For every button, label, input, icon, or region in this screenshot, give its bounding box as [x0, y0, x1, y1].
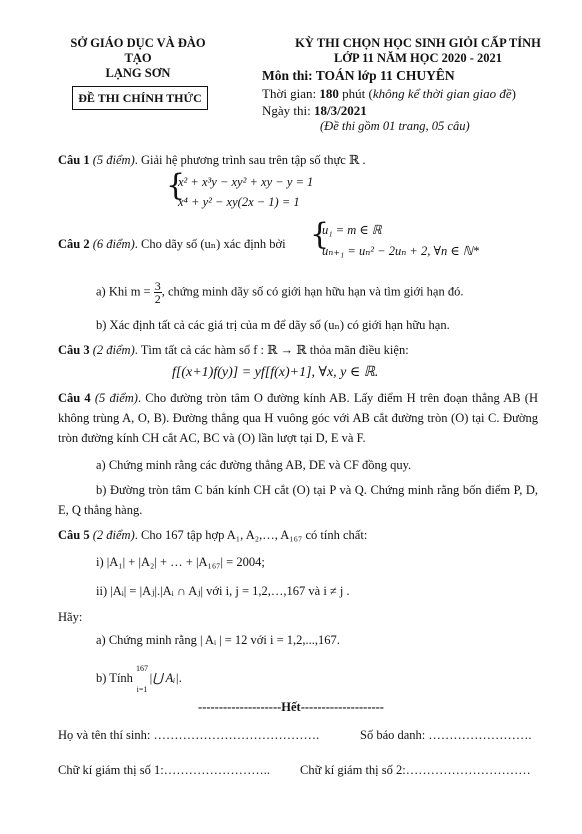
question-2-label: Câu 2 [58, 237, 90, 251]
q2a-fraction [154, 280, 162, 305]
question-3-text: . Tìm tất cả các hàm số f : ℝ → ℝ thỏa mãn điều kiện: [134, 343, 409, 357]
q2a-denominator: 2 [154, 292, 161, 306]
question-3-label: Câu 3 [58, 343, 90, 357]
question-2-points: (6 điểm) [89, 237, 135, 251]
candidate-number-line: Số báo danh: ……………………. [360, 728, 532, 742]
date-value: 18/3/2021 [314, 103, 367, 118]
q5b-expression: |⋃ Aᵢ| [149, 670, 179, 685]
time-close: ) [511, 86, 516, 101]
time-value: 180 [319, 86, 339, 101]
question-5-label: Câu 5 [58, 528, 90, 542]
q2a-numerator: 3 [154, 279, 161, 293]
q2-equation-1: u₁ = m ∈ ℝ [322, 223, 382, 237]
question-5 [58, 528, 367, 543]
department-header [58, 36, 218, 81]
q1-equation-1: x² + x³y − xy² + xy − y = 1 [178, 175, 314, 189]
question-2-text: . Cho dãy số (uₙ) xác định bởi [134, 237, 286, 251]
question-5a: a) Chứng minh rằng | Aᵢ | = 12 với i = 1,2,...,167. [96, 633, 340, 647]
end-marker: --------------------Hết-------------------- [198, 700, 384, 714]
official-exam-badge: ĐỀ THI CHÍNH THỨC [72, 86, 208, 110]
question-5b [96, 664, 182, 694]
question-4 [58, 388, 538, 448]
subject-line [262, 68, 455, 84]
q2-equation-2: uₙ₊₁ = uₙ² − 2uₙ + 2, ∀n ∈ ℕ* [322, 244, 480, 258]
question-3 [58, 342, 409, 358]
question-5-hay: Hãy: [58, 610, 83, 624]
time-line [262, 86, 516, 102]
question-4-points: (5 điểm) [90, 391, 138, 405]
question-1-label: Câu 1 [58, 153, 90, 167]
question-4a: a) Chứng minh rằng các đường thẳng AB, DE và CF đồng quy. [96, 458, 412, 472]
question-5-i: i) |A₁| + |A₂| + … + |A₁₆₇| = 2004; [96, 555, 265, 569]
question-3-points: (2 điểm) [89, 343, 135, 357]
exam-title-line-2: LỚP 11 NĂM HỌC 2020 - 2021 [333, 51, 503, 65]
q5b-suffix: . [178, 670, 182, 685]
subject-name: TOÁN lớp 11 CHUYÊN [315, 68, 455, 83]
system-brace-2: { [310, 217, 330, 252]
question-5-text: . Cho 167 tập hợp A₁, A₂,…, A₁₆₇ có tính chất: [134, 528, 368, 542]
time-prefix: Thời gian: [262, 86, 320, 101]
question-1-points: (5 điểm) [89, 153, 135, 167]
question-5-points: (2 điểm) [89, 528, 135, 542]
date-line [262, 103, 367, 119]
system-brace-1: { [166, 168, 186, 203]
q2a-suffix: , chứng minh dãy số có giới hạn hữu hạn và tìm giới hạn đó. [161, 284, 464, 299]
department-line-1: SỞ GIÁO DỤC VÀ ĐÀO TẠO [70, 36, 206, 65]
question-1 [58, 152, 366, 168]
question-4b: b) Đường tròn tâm C bán kính CH cắt (O) tại P và Q. Chứng minh rằng bốn điểm P, D, E, Q thẳng hàng. [58, 483, 538, 517]
examiner-1-signature: Chữ kí giám thị số 1:…………………….. [58, 763, 270, 777]
date-prefix: Ngày thi: [262, 103, 314, 118]
q1-equation-2: x⁴ + y² − xy(2x − 1) = 1 [178, 195, 300, 209]
question-4-label: Câu 4 [58, 391, 91, 405]
q5b-prefix: b) Tính [96, 670, 137, 685]
q5b-lower-limit: i=1 [136, 685, 148, 694]
q2a-prefix: a) Khi m = [96, 284, 154, 299]
question-2a [96, 280, 463, 305]
page-note: (Đề thi gồm 01 trang, 05 câu) [320, 119, 470, 133]
question-4-text: . Cho đường tròn tâm O đường kính AB. Lấy điểm H trên đoạn thẳng AB (H không trùng A, O, B). Đường thẳng qua H vuông góc với AB cắt đường tròn (O) tại C. Đường tròn đường kính CH cắt AC, BC và (O) lần lượt tại D, E và F. [58, 391, 538, 445]
q3-equation: f[(x+1)f(y)] = yf[f(x)+1], ∀x, y ∈ ℝ. [172, 365, 379, 380]
exam-title-line-1: KỲ THI CHỌN HỌC SINH GIỎI CẤP TỈNH [295, 36, 541, 50]
q5b-union-limits [136, 664, 148, 694]
time-note: không kể thời gian giao đề [372, 86, 512, 101]
subject-prefix: Môn thi: [262, 68, 316, 83]
q5b-upper-limit: 167 [136, 664, 149, 673]
question-2b: b) Xác định tất cả các giá trị của m để dãy số (uₙ) có giới hạn hữu hạn. [96, 318, 450, 332]
exam-header [282, 36, 554, 66]
department-line-2: LẠNG SƠN [105, 66, 171, 80]
question-5-ii: ii) |Aᵢ| = |Aⱼ|.|Aᵢ ∩ Aⱼ| với i, j = 1,2,…,167 và i ≠ j . [96, 584, 350, 598]
question-2 [58, 236, 286, 252]
time-unit: phút ( [338, 86, 373, 101]
question-1-text: . Giải hệ phương trình sau trên tập số thực ℝ . [134, 153, 366, 167]
examiner-2-signature: Chữ kí giám thị số 2:………………………… [300, 763, 531, 777]
candidate-name-line: Họ và tên thí sinh: …………………………………. [58, 728, 320, 742]
